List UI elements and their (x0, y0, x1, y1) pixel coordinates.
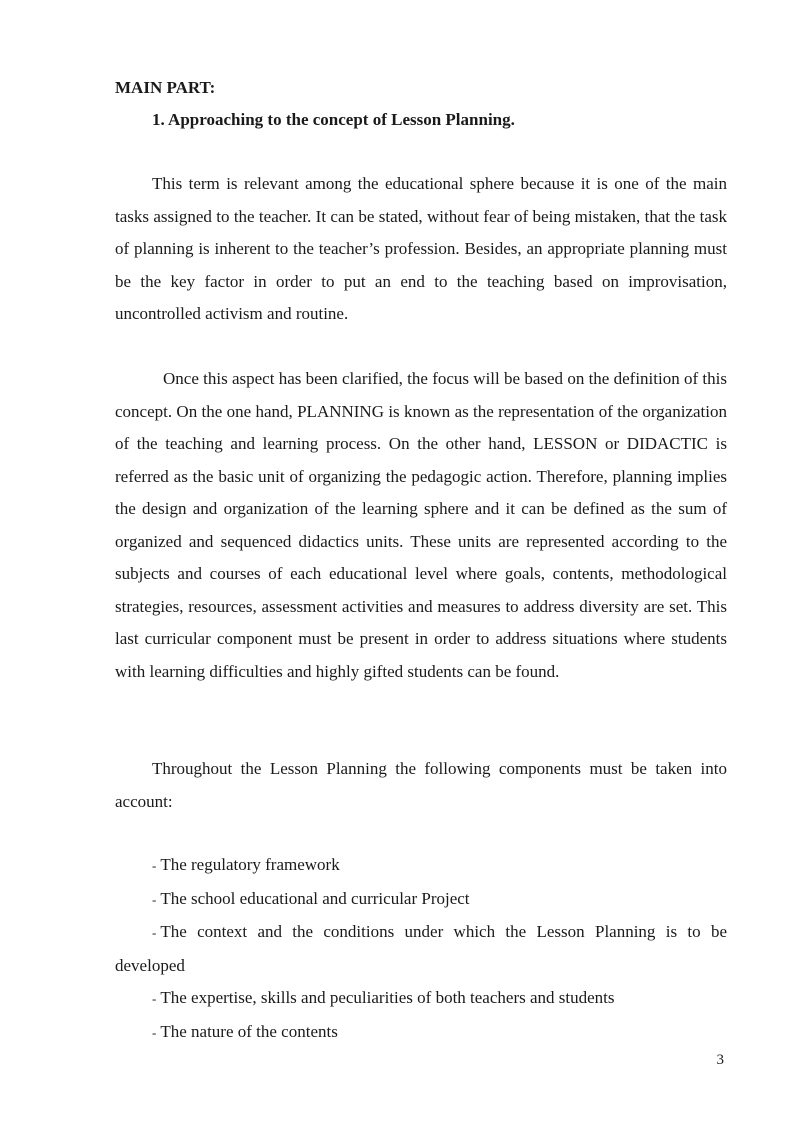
components-list (115, 849, 727, 1049)
list-item (115, 1016, 727, 1050)
list-item (115, 883, 727, 917)
list-dash: - (152, 858, 157, 873)
list-dash: - (152, 925, 157, 940)
subsection-title: 1. Approaching to the concept of Lesson Planning. (152, 110, 515, 129)
page-number: 3 (716, 1052, 724, 1068)
list-item (115, 982, 727, 1016)
list-item-text: The regulatory framework (160, 855, 340, 874)
list-item-text: The expertise, skills and peculiarities of both teachers and students (160, 988, 615, 1007)
list-dash: - (152, 1024, 157, 1040)
paragraph-3: Throughout the Lesson Planning the following components must be taken into account: (115, 759, 727, 811)
list-item (115, 916, 727, 982)
list-item-text: The nature of the contents (160, 1021, 338, 1041)
list-item-text: The school educational and curricular Project (160, 888, 470, 908)
section-title: MAIN PART: (115, 78, 216, 97)
list-item (115, 849, 727, 883)
paragraph-1: This term is relevant among the educational sphere because it is one of the main tasks assigned to the teacher. It can be stated, without fear of being mistaken, that the task of planning is inherent to the teacher’s profession. Besides, an appropriate planning must be the key factor in order to put an end to the teaching based on improvisation, uncontrolled activism and routine. (115, 174, 727, 323)
paragraph-2: Once this aspect has been clarified, the focus will be based on the definition of this concept. On the one hand, PLANNING is known as the representation of the organization of the teaching and learning process. On the other hand, LESSON or DIDACTIC is referred as the basic unit of organizing the pedagogic action. Therefore, planning implies the design and organization of the learning sphere and it can be defined as the sum of organized and sequenced didactics units. These units are represented according to the subjects and courses of each educational level where goals, contents, methodological strategies, resources, assessment activities and measures to address diversity are set. This last curricular component must be present in order to address situations where students with learning difficulties and highly gifted students can be found. (115, 369, 727, 681)
list-dash: - (152, 891, 157, 907)
list-item-text: The context and the conditions under which the Lesson Planning is to be developed (115, 922, 727, 975)
list-dash: - (152, 991, 157, 1006)
